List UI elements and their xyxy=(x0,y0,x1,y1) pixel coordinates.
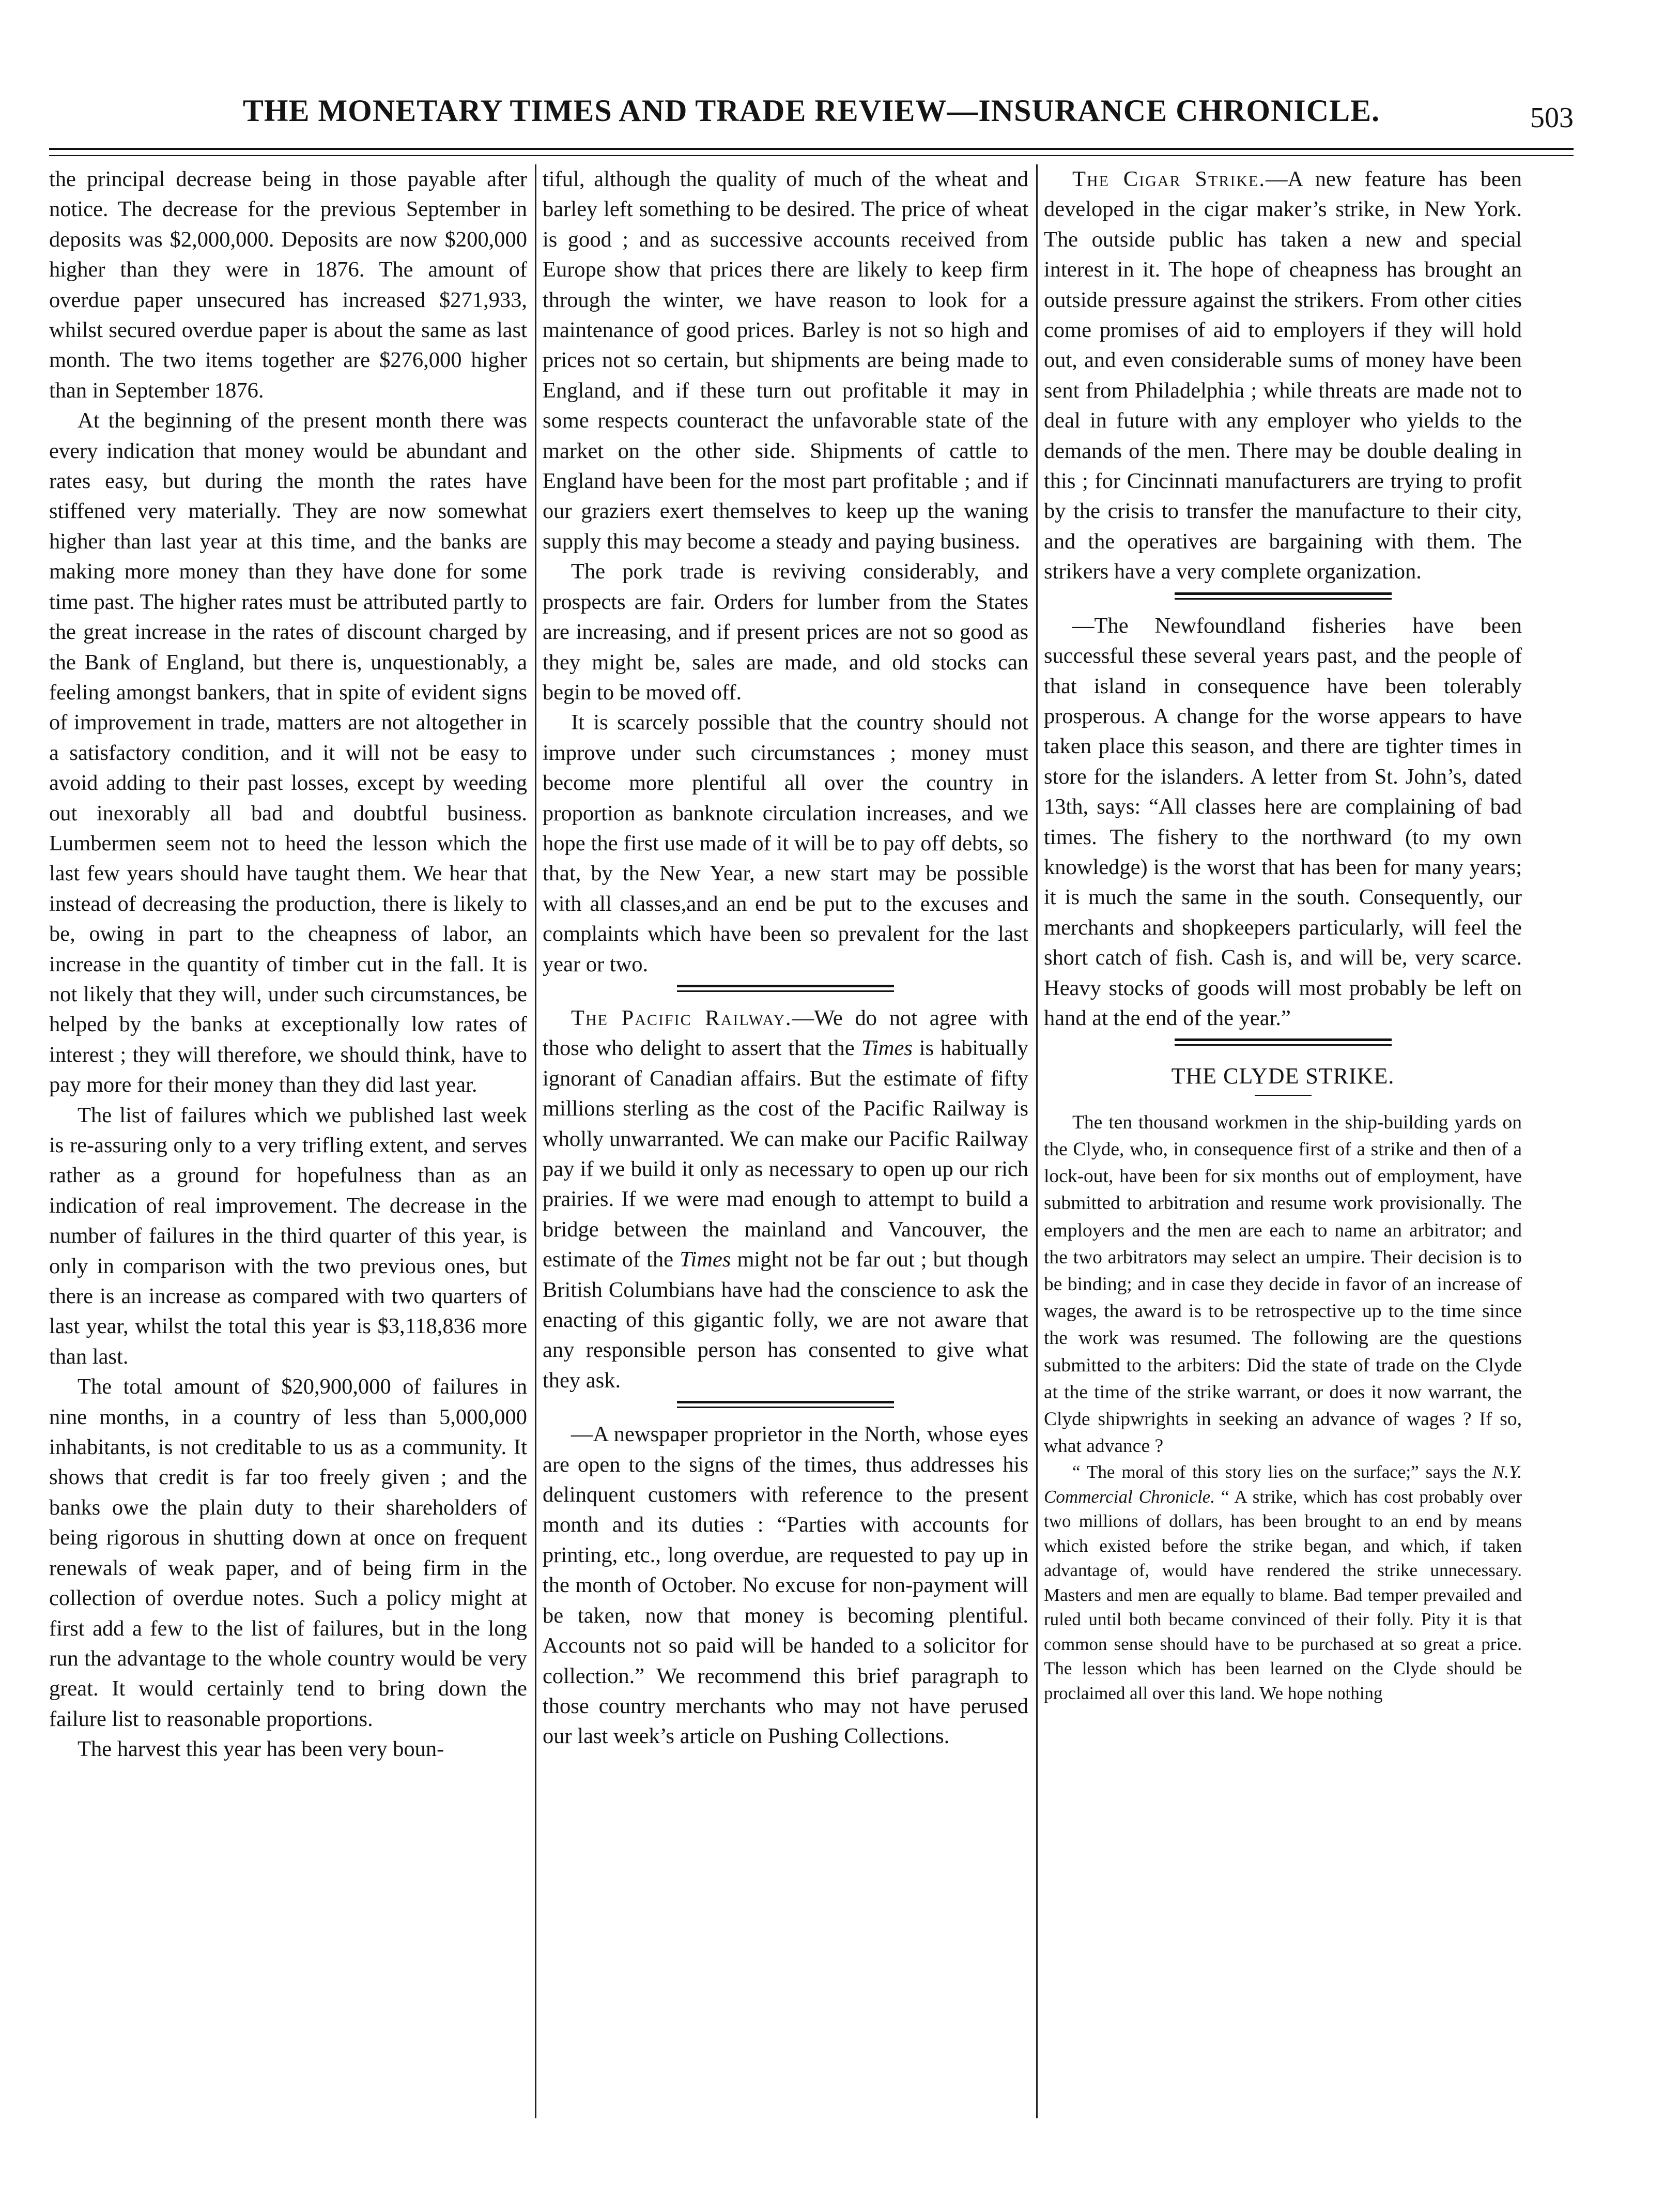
running-head: THE MONETARY TIMES AND TRADE REVIEW—INSURANCE CHRONICLE. xyxy=(242,94,1380,128)
paragraph: The harvest this year has been very boun- xyxy=(78,1737,444,1762)
page-header xyxy=(49,82,1574,144)
column-1 xyxy=(49,164,527,2129)
page-number: 503 xyxy=(1530,102,1574,134)
column-divider-1 xyxy=(535,164,536,2118)
pacific-railway-paragraph: The Pacific Railway.—We do not agree with those who delight to assert that the Times is habitually ignorant of Canadian affairs. But the estimate of fifty millions sterling as the cost of the Pacific Railway is wholly unwarranted. We can make our Pacific Railway pay if we build it only as necessary to open up our rich prairies. If we were mad enough to attempt to build a bridge between the mainland and Vancouver, the estimate of the Times might not be far out ; but though British Columbians have had the conscience to ask the enacting of this gigantic folly, we are not aware that any responsible person has consented to give what they ask. xyxy=(543,1005,1028,1393)
cigar-strike-paragraph: The Cigar Strike.—A new feature has been developed in the cigar maker’s strike, in New York. The outside public has taken a new and special interest in it. The hope of cheapness has brought an outside pressure against the strikers. From other cities come promises of aid to employers if they will hold out, and even considerable sums of money have been sent from Philadelphia ; while threats are made not to deal in future with any employer who yields to the demands of the men. There may be double dealing in this ; for Cincinnati manufacturers are trying to profit by the crisis to transfer the manufacture to their city, and the operatives are bargaining with them. The strikers have a very complete organization. xyxy=(1044,167,1522,584)
column-3 xyxy=(1044,164,1522,2129)
section-divider xyxy=(677,1401,894,1408)
paragraph: —The Newfoundland fisheries have been successful these several years past, and the people of that island in consequence have been tolerably prosperous. A change for the worse appears to have taken place this season, and there are tighter times in store for the islanders. A letter from St. John’s, dated 13th, says: “All classes here are complaining of bad times. The fishery to the northward (to my own knowledge) is the worst that has been for many years; it is much the same in the south. Consequently, our merchants and shopkeepers particularly, will feel the short catch of fish. Cash is, and will be, very scarce. Heavy stocks of goods will most probably be left on hand at the end of the year.” xyxy=(1044,613,1522,1030)
header-rule-thin xyxy=(49,155,1574,156)
paragraph: the principal decrease being in those payable after notice. The decrease for the previous September in deposits was $2,000,000. Deposits are now $200,000 higher than they were in 1876. The amount of overdue paper unsecured has increased $271,933, whilst secured overdue paper is about the same as last month. The two items together are $276,000 higher than in September 1876. xyxy=(49,167,527,403)
section-heading: THE CLYDE STRIKE. xyxy=(1171,1063,1395,1089)
column-2 xyxy=(543,164,1028,2129)
section-divider xyxy=(1175,1038,1392,1046)
paragraph: It is scarcely possible that the country should not improve under such circumstances ; money must become more plentiful all over the country in proportion as banknote circulation increases, and we hope the first use made of it will be to pay off debts, so that, by the New Year, a new start may be possible with all classes,and an end be put to the excuses and complaints which have been so prevalent for the last year or two. xyxy=(543,710,1028,976)
paragraph: At the beginning of the present month there was every indication that money would be abundant and rates easy, but during the month the rates have stiffened very materially. They are now somewhat higher than last year at this time, and the banks are making more money than they have done for some time past. The higher rates must be attributed partly to the great increase in the rates of discount charged by the Bank of England, but there is, unquestionably, a feeling amongst bankers, that in spite of evident signs of improvement in trade, matters are not altogether in a satisfactory condition, and it will not be easy to avoid adding to their past losses, except by weeding out inexorably all bad and doubtful business. Lumbermen seem not to heed the lesson which the last few years should have taught them. We hear that instead of decreasing the production, there is likely to be, owing in part to the cheapness of labor, an increase in the quantity of timber cut in the fall. It is not likely that they will, under such circumstances, be helped by the banks at exceptionally low rates of interest ; they will therefore, we should think, have to pay more for their money than they did last year. xyxy=(49,408,527,1097)
paragraph: The list of failures which we published last week is re-assuring only to a very trifling extent, and serves rather as a ground for hopefulness than as an indication of real improvement. The decrease in the number of failures in the third quarter of this year, is only in comparison with the two previous ones, but there is an increase as compared with two quarters of last year, whilst the total this year is $3,118,836 more than last. xyxy=(49,1103,527,1369)
header-rule xyxy=(49,148,1574,150)
heading-rule xyxy=(1255,1095,1312,1096)
paragraph: tiful, although the quality of much of the wheat and barley left something to be desired. The price of wheat is good ; and as successive accounts received from Europe show that prices there are likely to keep firm through the winter, we have reason to look for a maintenance of good prices. Barley is not so high and prices not so certain, but shipments are being made to England, and if these turn out profitable it may in some respects counteract the unfavorable state of the market on the other side. Shipments of cattle to England have been for the most part profitable ; and if our graziers exert themselves to keep up the waning supply this may become a steady and paying business. xyxy=(543,167,1028,554)
paragraph: The total amount of $20,900,000 of failures in nine months, in a country of less than 5,000,000 inhabitants, is not creditable to us as a community. It shows that credit is far too freely given ; and the banks owe the plain duty to their shareholders of being rigorous in shutting down at once on frequent renewals of weak paper, and of being firm in the collection of overdue notes. Such a policy might at first add a few to the list of failures, but in the long run the advantage to the whole country would be very great. It would certainly tend to bring down the failure list to reasonable proportions. xyxy=(49,1374,527,1731)
quotation-paragraph: “ The moral of this story lies on the surface;” says the N.Y. Commercial Chronicle. “ A strike, which has cost probably over two millions of dollars, has been brought to an end by means which existed before the strike began, and which, if taken advantage of, would have rendered the strike unnecessary. Masters and men are equally to blame. Bad temper prevailed and ruled until both became convinced of their folly. Pity it is that common sense should have to be purchased at so great a price. The lesson which has been learned on the Clyde should be proclaimed all over this land. We hope nothing xyxy=(1044,1462,1522,1703)
section-lead-title: The Pacific Railway. xyxy=(571,1005,792,1030)
column-divider-2 xyxy=(1036,164,1038,2118)
paragraph: The ten thousand workmen in the ship-building yards on the Clyde, who, in consequence first of a strike and then of a lock-out, have been for six months out of employment, have submitted to arbitration and resume work provisionally. The employers and the men are each to name an arbitrator; and the two arbitrators may select an umpire. Their decision is to be binding; and in case they decide in favor of an increase of wages, the award is to be retrospective up to the time since the work was resumed. The following are the questions submitted to the arbiters: Did the state of trade on the Clyde at the time of the strike warrant, or does it now warrant, the Clyde shipwrights in seeking an advance of wages ? If so, what advance ? xyxy=(1044,1111,1522,1457)
section-lead-title: The Cigar Strike. xyxy=(1072,167,1266,191)
paragraph: —A newspaper proprietor in the North, whose eyes are open to the signs of the times, thus addresses his delinquent customers with reference to the present month and its duties : “Parties with accounts for printing, etc., long overdue, are requested to pay up in the month of October. No excuse for non-payment will be taken, now that money is becoming plentiful. Accounts not so paid will be handed to a solicitor for collection.” We recommend this brief paragraph to those country merchants who may not have perused our last week’s article on Pushing Collections. xyxy=(543,1422,1028,1749)
section-divider xyxy=(677,985,894,992)
section-divider xyxy=(1175,592,1392,600)
paragraph: The pork trade is reviving considerably, and prospects are fair. Orders for lumber from the States are increasing, and if present prices are not so good as they might be, sales are made, and old stocks can begin to be moved off. xyxy=(543,559,1028,705)
